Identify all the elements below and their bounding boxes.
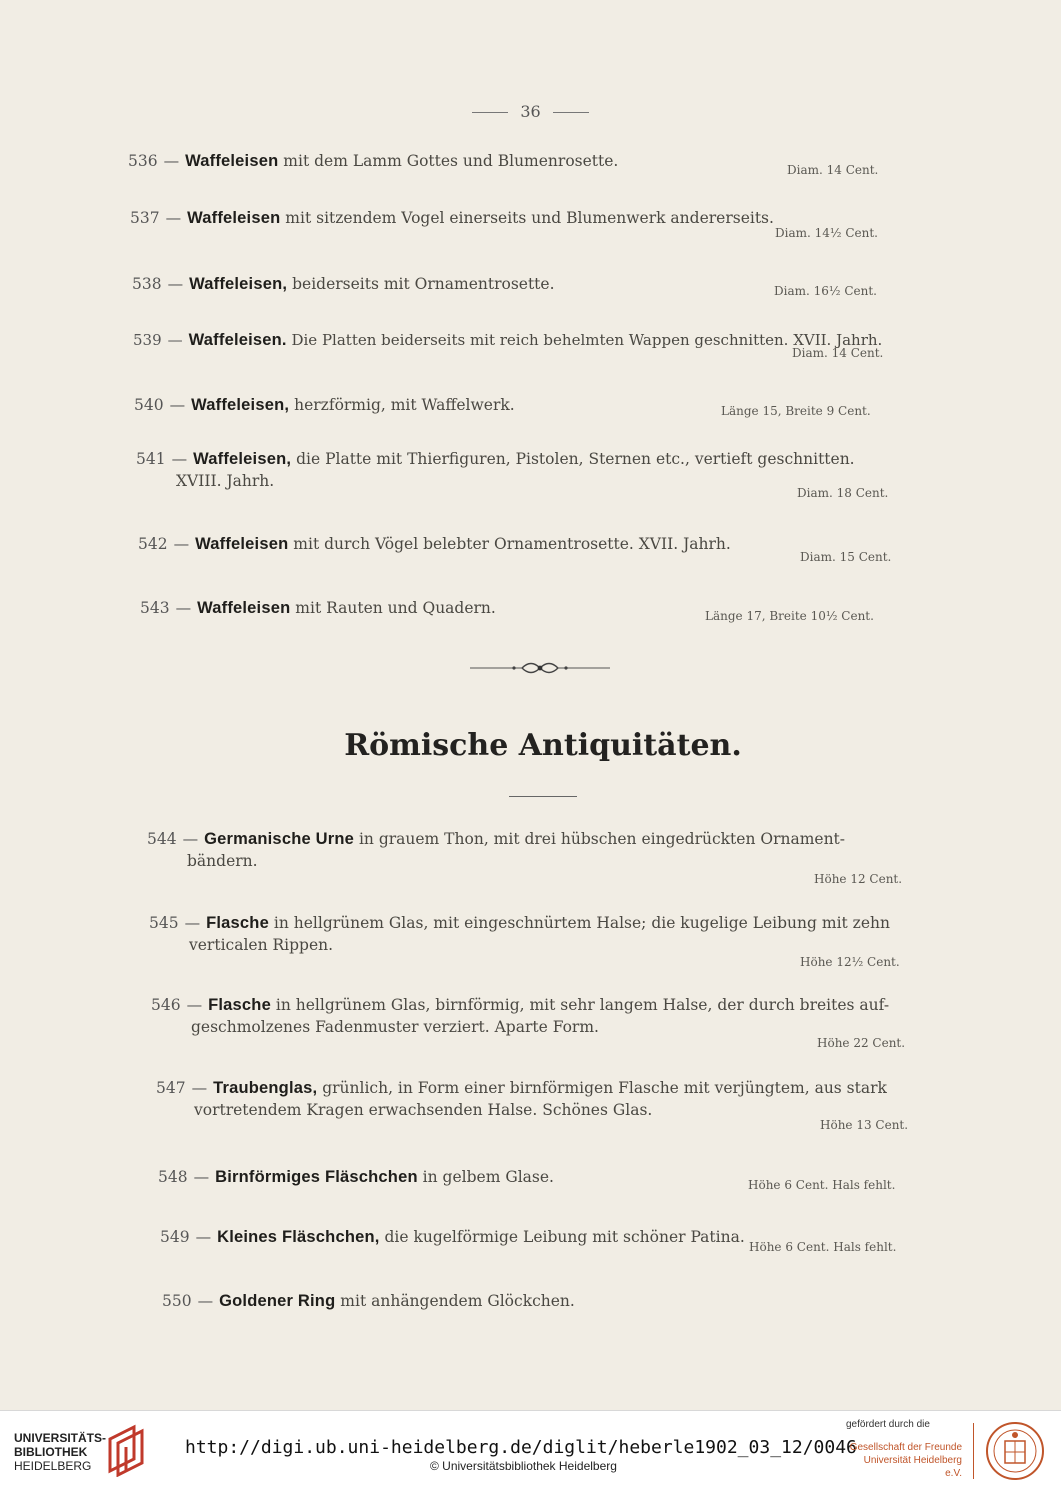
entry-dash: — — [195, 1228, 212, 1246]
entry-measure-540: Länge 15, Breite 9 Cent. — [721, 404, 871, 418]
entry-measure-546: Höhe 22 Cent. — [817, 1036, 906, 1050]
entry-term: Waffeleisen — [195, 535, 289, 553]
entry-term: Waffeleisen, — [189, 275, 288, 293]
entry-measure-536: Diam. 14 Cent. — [787, 163, 879, 177]
entry-number: 541 — [136, 450, 166, 468]
entry-text: mit dem Lamm Gottes und Blumenrosette. — [278, 152, 619, 170]
permalink-url-link[interactable]: http://digi.ub.uni-heidelberg.de/diglit/heberle1902_03_12/0046 — [185, 1437, 857, 1458]
entry-term: Flasche — [206, 914, 269, 932]
entry-text: in hellgrünem Glas, mit eingeschnürtem Halse; die kugelige Leibung mit zehn — [268, 914, 890, 932]
ornament-divider-icon — [470, 660, 610, 676]
catalog-entry-547 — [156, 1077, 956, 1121]
catalog-entry-545 — [149, 912, 949, 956]
entry-number: 545 — [149, 914, 179, 932]
entry-continuation: XVIII. Jahrh. — [176, 472, 275, 490]
entry-term: Kleines Fläschchen, — [217, 1228, 380, 1246]
entry-term: Waffeleisen, — [193, 450, 292, 468]
sponsor-divider — [973, 1423, 974, 1479]
entry-measure-542: Diam. 15 Cent. — [800, 550, 892, 564]
entry-number: 549 — [160, 1228, 190, 1246]
entry-continuation: vortretendem Kragen erwachsenden Halse. Schönes Glas. — [194, 1101, 653, 1119]
copyright-text: © Universitätsbibliothek Heidelberg — [430, 1459, 617, 1473]
entry-continuation: geschmolzenes Fadenmuster verziert. Aparte Form. — [191, 1018, 599, 1036]
entry-continuation: bändern. — [187, 852, 258, 870]
entry-term: Birnförmiges Fläschchen — [215, 1168, 418, 1186]
page-number-text: 36 — [520, 102, 541, 121]
entry-measure-541: Diam. 18 Cent. — [797, 486, 889, 500]
entry-term: Waffeleisen. — [188, 331, 287, 349]
entry-dash: — — [182, 830, 199, 848]
entry-number: 537 — [130, 209, 160, 227]
entry-text: mit durch Vögel belebter Ornamentrosette. XVII. Jahrh. — [288, 535, 731, 553]
entry-term: Waffeleisen — [185, 152, 279, 170]
entry-number: 539 — [133, 331, 162, 349]
entry-text: mit sitzendem Vogel einerseits und Blumenwerk andererseits. — [280, 209, 774, 227]
entry-continuation: verticalen Rippen. — [189, 936, 334, 954]
entry-measure-545: Höhe 12½ Cent. — [800, 955, 900, 969]
entry-dash: — — [191, 1079, 208, 1097]
footer-bar — [0, 1410, 1061, 1489]
entry-number: 550 — [162, 1292, 192, 1310]
entry-number: 548 — [158, 1168, 188, 1186]
entry-term: Waffeleisen — [187, 209, 281, 227]
entry-dash: — — [184, 914, 201, 932]
sponsor-name-line1: Gesellschaft der Freunde — [849, 1442, 962, 1453]
entry-text: grünlich, in Form einer birnförmigen Flasche mit verjüngtem, aus stark — [317, 1079, 887, 1097]
entry-number: 546 — [151, 996, 181, 1014]
entry-measure-543: Länge 17, Breite 10½ Cent. — [705, 609, 874, 623]
page-number — [0, 102, 1061, 121]
entry-dash: — — [186, 996, 203, 1014]
library-name-line2: BIBLIOTHEK — [14, 1445, 88, 1459]
entry-term: Waffeleisen — [197, 599, 291, 617]
entry-term: Waffeleisen, — [191, 396, 290, 414]
entry-text: mit Rauten und Quadern. — [290, 599, 496, 617]
entry-measure-538: Diam. 16½ Cent. — [774, 284, 877, 298]
entry-term: Flasche — [208, 996, 271, 1014]
entry-number: 542 — [138, 535, 168, 553]
entry-dash: — — [173, 535, 190, 553]
university-seal-icon — [985, 1421, 1045, 1481]
entry-text: die kugelförmige Leibung mit schöner Patina. — [379, 1228, 745, 1246]
entry-number: 538 — [132, 275, 162, 293]
entry-text: in gelbem Glase. — [417, 1168, 554, 1186]
sponsor-name — [846, 1441, 962, 1480]
entry-dash: — — [193, 1168, 210, 1186]
sponsor-label: gefördert durch die — [846, 1419, 930, 1430]
entry-number: 536 — [128, 152, 158, 170]
page-number-dash-right — [553, 112, 589, 113]
entry-term: Germanische Urne — [204, 830, 355, 848]
entry-dash: — — [169, 396, 186, 414]
entry-text: in hellgrünem Glas, birnförmig, mit sehr langem Halse, der durch breites auf- — [270, 996, 890, 1014]
entry-dash: — — [163, 152, 180, 170]
catalog-entry-546 — [151, 994, 951, 1038]
entry-term: Traubenglas, — [213, 1079, 318, 1097]
entry-text: in grauem Thon, mit drei hübschen eingedrückten Ornament- — [354, 830, 846, 848]
entry-text: herzförmig, mit Waffelwerk. — [289, 396, 515, 414]
entry-number: 544 — [147, 830, 177, 848]
entry-text: die Platte mit Thierfiguren, Pistolen, Sternen etc., vertieft geschnitten. — [291, 450, 855, 468]
entry-dash: — — [175, 599, 192, 617]
sponsor-name-line2: Universität Heidelberg e.V. — [863, 1455, 962, 1479]
entry-number: 540 — [134, 396, 164, 414]
library-logo-icon — [104, 1421, 148, 1477]
entry-measure-548: Höhe 6 Cent. Hals fehlt. — [748, 1178, 896, 1192]
catalog-entry-550 — [162, 1290, 962, 1312]
library-logo-text — [14, 1431, 106, 1473]
entry-text: mit anhängendem Glöckchen. — [335, 1292, 575, 1310]
heading-rule — [509, 796, 577, 797]
entry-text: beiderseits mit Ornamentrosette. — [287, 275, 555, 293]
entry-dash: — — [167, 331, 183, 349]
section-heading: Römische Antiquitäten. — [344, 728, 742, 763]
entry-text: Die Platten beiderseits mit reich behelmten Wappen geschnitten. XVII. Jahrh. — [286, 331, 883, 349]
library-name-line1: UNIVERSITÄTS- — [14, 1431, 107, 1445]
entry-measure-539: Diam. 14 Cent. — [792, 346, 884, 360]
entry-measure-537: Diam. 14½ Cent. — [775, 226, 878, 240]
entry-dash: — — [171, 450, 188, 468]
entry-number: 547 — [156, 1079, 186, 1097]
entry-term: Goldener Ring — [219, 1292, 336, 1310]
entry-number: 543 — [140, 599, 170, 617]
entry-dash: — — [165, 209, 182, 227]
library-name-line3: HEIDELBERG — [14, 1459, 92, 1473]
entry-dash: — — [167, 275, 184, 293]
catalog-entry-544 — [147, 828, 947, 872]
entry-dash: — — [197, 1292, 214, 1310]
entry-measure-544: Höhe 12 Cent. — [814, 872, 903, 886]
entry-measure-549: Höhe 6 Cent. Hals fehlt. — [749, 1240, 897, 1254]
page-number-dash-left — [472, 112, 508, 113]
entry-measure-547: Höhe 13 Cent. — [820, 1118, 909, 1132]
